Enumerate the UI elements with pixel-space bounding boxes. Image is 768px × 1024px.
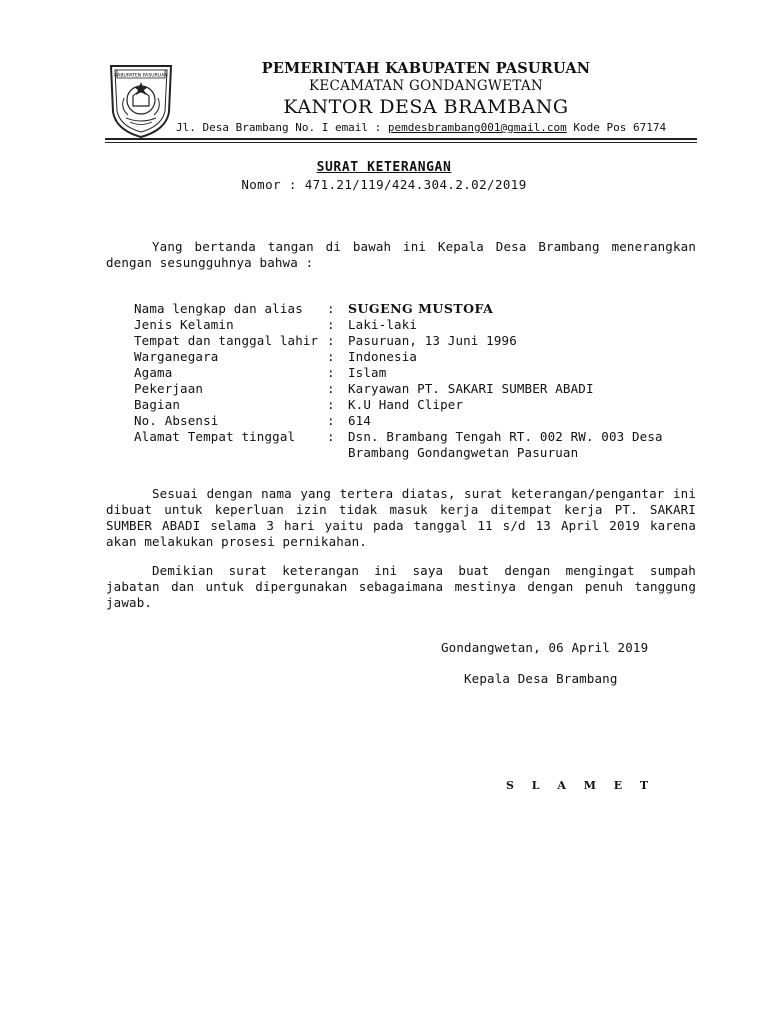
detail-separator: : — [327, 397, 335, 412]
detail-label: Alamat Tempat tinggal — [134, 429, 296, 444]
letterhead-address — [176, 121, 690, 134]
detail-row-religion — [134, 365, 694, 381]
detail-label: Jenis Kelamin — [134, 317, 234, 332]
detail-row-attendance — [134, 413, 694, 429]
detail-row-name — [134, 301, 694, 317]
letterhead-government: PEMERINTAH KABUPATEN PASURUAN — [261, 60, 591, 77]
detail-row-citizenship — [134, 349, 694, 365]
detail-value: Karyawan PT. SAKARI SUMBER ABADI — [348, 381, 594, 396]
detail-value: Islam — [348, 365, 387, 380]
opening-paragraph — [106, 239, 696, 271]
regency-emblem-logo — [106, 60, 176, 140]
detail-label: Nama lengkap dan alias — [134, 301, 303, 316]
letterhead — [176, 60, 676, 119]
detail-value: SUGENG MUSTOFA — [348, 301, 494, 316]
detail-value: Laki-laki — [348, 317, 418, 332]
detail-separator: : — [327, 413, 335, 428]
detail-value: 614 — [348, 413, 372, 428]
signer-position: Kepala Desa Brambang — [464, 671, 618, 686]
signer-name: S L A M E T — [506, 779, 656, 792]
title-heading: SURAT KETERANGAN — [316, 160, 452, 175]
detail-row-birth — [134, 333, 694, 349]
detail-value: K.U Hand Cliper — [348, 397, 464, 412]
detail-value: Dsn. Brambang Tengah RT. 002 RW. 003 Desa Brambang Gondangwetan Pasuruan — [348, 429, 663, 460]
detail-separator: : — [327, 317, 335, 332]
detail-row-division — [134, 397, 694, 413]
detail-label: Tempat dan tanggal lahir — [134, 333, 319, 348]
logo-text: KABUPATEN PASURUAN — [114, 73, 168, 79]
detail-label: Warganegara — [134, 349, 219, 364]
detail-separator: : — [327, 349, 335, 364]
detail-separator: : — [327, 301, 335, 316]
body-text-1: Sesuai dengan nama yang tertera diatas, surat keterangan/pengantar ini dibuat untuk keperluan izin tidak masuk kerja ditempat kerja PT. SAKARI SUMBER ABADI selama 3 hari yaitu pada tanggal 11 s/d 13 April 2019 karena akan melakukan prosesi pernikahan. — [106, 486, 696, 549]
details-table — [134, 301, 694, 461]
detail-separator: : — [327, 333, 335, 348]
document-number: Nomor : 471.21/119/424.304.2.02/2019 — [241, 177, 527, 192]
address-suffix: Kode Pos 67174 — [566, 121, 667, 134]
body-text-2: Demikian surat keterangan ini saya buat dengan mengingat sumpah jabatan dan untuk dipergunakan sebagaimana mestinya dengan penuh tanggung jawab. — [106, 563, 696, 610]
email-link[interactable]: pemdesbrambang001@gmail.com — [387, 121, 567, 134]
place-date: Gondangwetan, 06 April 2019 — [441, 640, 649, 655]
letterhead-office: KANTOR DESA BRAMBANG — [283, 96, 569, 118]
detail-row-gender — [134, 317, 694, 333]
detail-value: Pasuruan, 13 Juni 1996 — [348, 333, 517, 348]
detail-separator: : — [327, 429, 335, 444]
address-prefix: Jl. Desa Brambang No. I email : — [176, 121, 388, 134]
letterhead-rule-thin — [105, 142, 697, 143]
opening-text: Yang bertanda tangan di bawah ini Kepala Desa Brambang menerangkan dengan sesungguhnya bahwa : — [106, 239, 696, 270]
detail-row-address — [134, 429, 694, 461]
detail-label: Pekerjaan — [134, 381, 204, 396]
body-paragraph-2 — [106, 563, 696, 611]
detail-label: Agama — [134, 365, 173, 380]
detail-value: Indonesia — [348, 349, 418, 364]
body-paragraph-1 — [106, 486, 696, 550]
detail-row-occupation — [134, 381, 694, 397]
detail-label: No. Absensi — [134, 413, 219, 428]
document-title — [0, 160, 768, 193]
detail-separator: : — [327, 381, 335, 396]
detail-separator: : — [327, 365, 335, 380]
letterhead-rule-thick — [105, 138, 697, 140]
detail-label: Bagian — [134, 397, 181, 412]
letterhead-district: KECAMATAN GONDANGWETAN — [309, 78, 543, 94]
